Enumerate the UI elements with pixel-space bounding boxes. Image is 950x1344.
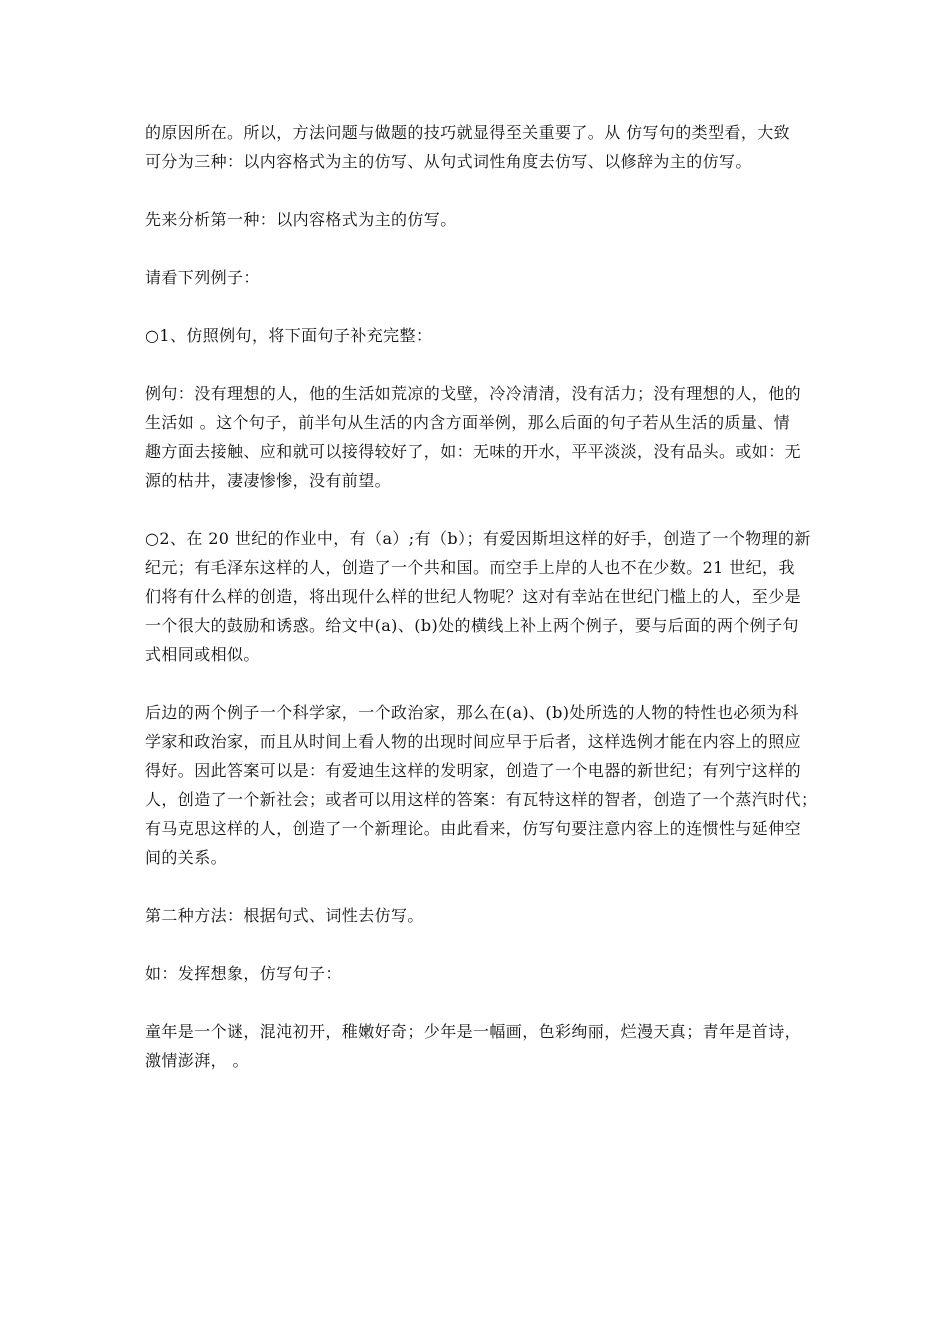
text-line: 第二种方法：根据句式、词性去仿写。: [145, 906, 424, 925]
paragraph-instruction: [145, 959, 810, 988]
text-line: 激情澎湃， 。: [145, 1051, 249, 1070]
text-line: 请看下列例子：: [145, 268, 260, 287]
text-line: 们将有什么样的创造，将出现什么样的世纪人物呢？这对有幸站在世纪门槛上的人，至少是: [145, 587, 802, 606]
text-line: 源的枯井，凄凄惨惨，没有前望。: [145, 471, 392, 490]
text-line: 先来分析第一种：以内容格式为主的仿写。: [145, 210, 457, 229]
text-line: 间的关系。: [145, 848, 228, 867]
text-line: ○1、仿照例句，将下面句子补充完整：: [145, 326, 433, 345]
text-line: 例句：没有理想的人，他的生活如荒凉的戈壁，冷冷清清，没有活力；没有理想的人，他的: [145, 384, 802, 403]
text-line: 可分为三种：以内容格式为主的仿写、从句式词性角度去仿写、以修辞为主的仿写。: [145, 152, 752, 171]
document-page: [145, 118, 818, 1104]
text-line: 有马克思这样的人，创造了一个新理论。由此看来，仿写句要注意内容上的连惯性与延伸空: [145, 819, 802, 838]
paragraph-second-method: [145, 901, 810, 930]
text-line: 趣方面去接触、应和就可以接得较好了，如：无味的开水，平平淡淡，没有品头。或如：无: [145, 442, 802, 461]
text-line: 得好。因此答案可以是：有爱迪生这样的发明家，创造了一个电器的新世纪；有列宁这样的: [145, 761, 802, 780]
paragraph-question-2: [145, 524, 810, 669]
text-line: 生活如 。这个句子，前半句从生活的内含方面举例，那么后面的句子若从生活的质量、情: [145, 413, 791, 432]
text-line: 人，创造了一个新社会；或者可以用这样的答案：有瓦特这样的智者，创造了一个蒸汽时代；: [145, 790, 818, 809]
paragraph-first-type: [145, 205, 810, 234]
paragraph-example-sentence: [145, 379, 810, 495]
paragraph-exercise: [145, 1017, 810, 1075]
text-line: 童年是一个谜，混沌初开，稚嫩好奇；少年是一幅画，色彩绚丽，烂漫天真；青年是首诗，: [145, 1022, 802, 1041]
text-line: 学家和政治家，而且从时间上看人物的出现时间应早于后者，这样选例才能在内容上的照应: [145, 732, 802, 751]
paragraph-intro: [145, 118, 810, 176]
text-line: 一个很大的鼓励和诱惑。给文中(a)、(b)处的横线上补上两个例子，要与后面的两个例子句: [145, 616, 799, 635]
text-line: 的原因所在。所以，方法问题与做题的技巧就显得至关重要了。从 仿写句的类型看，大致: [145, 123, 791, 142]
text-line: 后边的两个例子一个科学家，一个政治家，那么在(a)、(b)处所选的人物的特性也必须为科: [145, 703, 799, 722]
paragraph-question-1: [145, 321, 810, 350]
text-line: 纪元；有毛泽东这样的人，创造了一个共和国。而空手上岸的人也不在少数。21 世纪，我: [145, 558, 795, 577]
text-line: 如：发挥想象，仿写句子：: [145, 964, 342, 983]
text-line: ○2、在 20 世纪的作业中，有（a）;有（b）；有爱因斯坦这样的好手，创造了一个物理的新: [145, 529, 811, 548]
paragraph-examples-heading: [145, 263, 810, 292]
text-line: 式相同或相似。: [145, 645, 260, 664]
paragraph-analysis: [145, 698, 818, 872]
